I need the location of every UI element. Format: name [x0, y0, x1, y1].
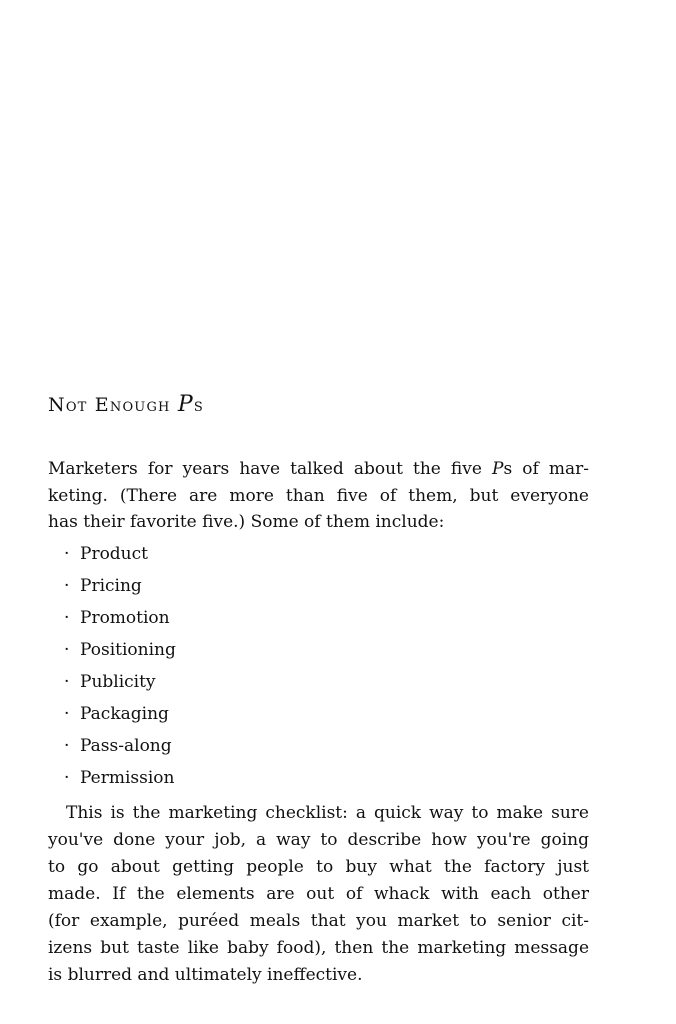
intro-paragraph: [48, 456, 589, 536]
list-item: [64, 636, 176, 668]
five-ps-list: [64, 540, 176, 796]
closing-paragraph: [48, 800, 589, 989]
list-item: [64, 604, 176, 636]
closing-line-3: to go about getting people to buy what the factory just: [48, 857, 589, 877]
closing-line-7: is blurred and ultimately ineffective.: [48, 965, 363, 985]
list-item: [64, 732, 176, 764]
list-item-label: Publicity: [80, 672, 156, 692]
list-item: [64, 764, 176, 796]
closing-line-6: izens but taste like baby food), then the marketing message: [48, 938, 589, 958]
intro-line-3: has their favorite five.) Some of them include:: [48, 512, 445, 532]
closing-line-2: you've done your job, a way to describe how you're going: [48, 830, 589, 850]
list-item-label: Permission: [80, 768, 175, 788]
intro-line-2: keting. (There are more than five of them, but everyone: [48, 485, 589, 506]
bullet: ·: [64, 704, 70, 724]
section-heading: [48, 392, 204, 417]
intro-line-1-end: s of mar-: [503, 459, 589, 479]
list-item: [64, 668, 176, 700]
intro-line-1-start: Marketers for years have talked about the five: [48, 459, 492, 479]
bullet: ·: [64, 672, 70, 692]
bullet: ·: [64, 608, 70, 628]
list-item-label: Product: [80, 544, 148, 564]
intro-line-1-p: P: [492, 459, 504, 479]
list-item-label: Promotion: [80, 608, 170, 628]
closing-line-5: (for example, puréed meals that you market to senior cit-: [48, 911, 589, 931]
list-item: [64, 572, 176, 604]
list-item: [64, 540, 176, 572]
intro-line-1: [48, 456, 589, 483]
list-item-label: Pricing: [80, 576, 142, 596]
bullet: ·: [64, 736, 70, 756]
section-heading-text: Not Enough: [48, 394, 178, 416]
section-heading-p: P: [177, 392, 194, 417]
closing-line-1: This is the marketing checklist: a quick way to make sure: [66, 803, 589, 823]
bullet: ·: [64, 768, 70, 788]
closing-line-4: made. If the elements are out of whack with each other: [48, 884, 589, 904]
list-item-label: Pass-along: [80, 736, 172, 756]
list-item-label: Positioning: [80, 640, 176, 660]
section-heading-suffix: s: [193, 394, 204, 416]
list-item-label: Packaging: [80, 704, 169, 724]
bullet: ·: [64, 576, 70, 596]
bullet: ·: [64, 640, 70, 660]
bullet: ·: [64, 544, 70, 564]
list-item: [64, 700, 176, 732]
